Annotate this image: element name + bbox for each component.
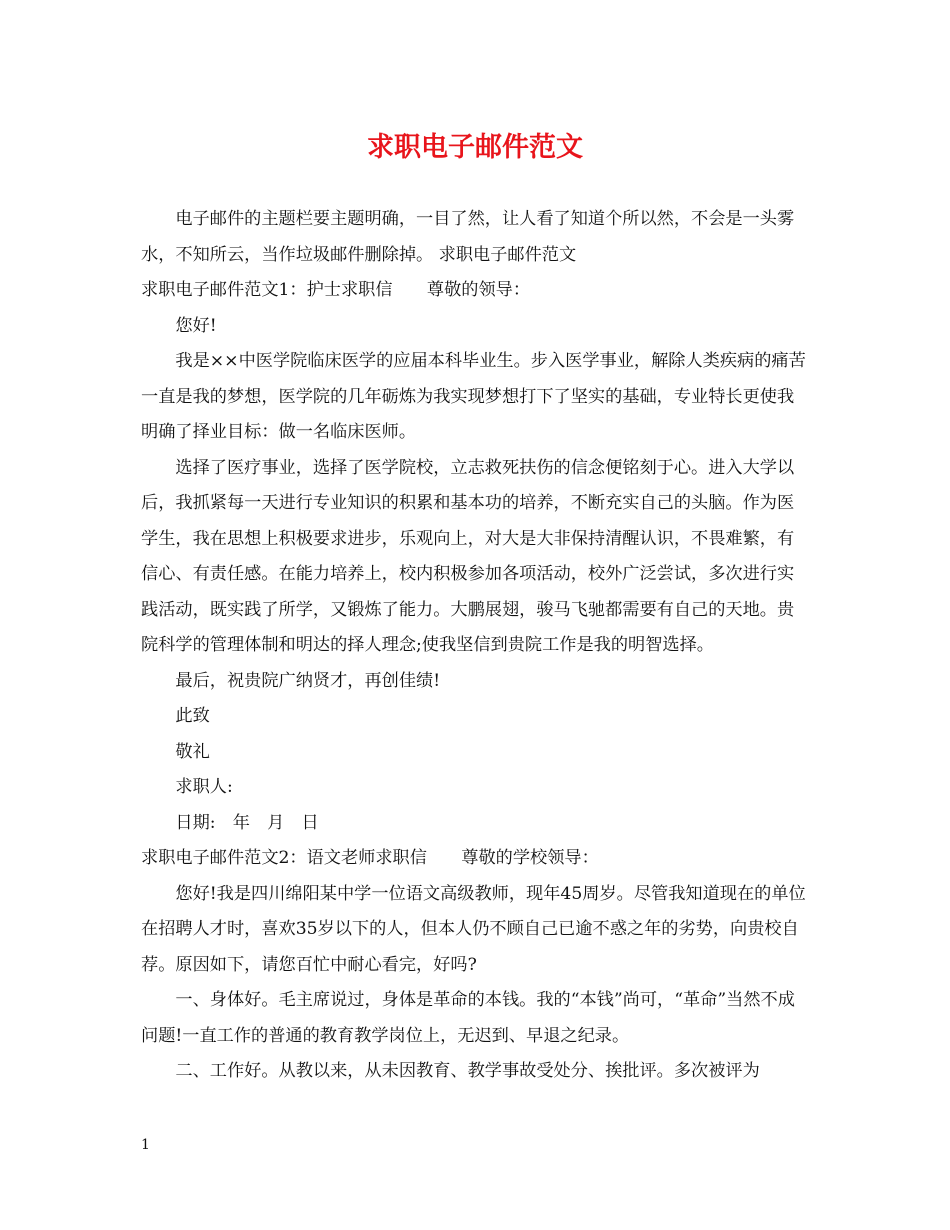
paragraph-cizhi: 此致 (175, 706, 210, 726)
document-body (141, 202, 811, 1090)
page-number: 1 (141, 1137, 150, 1153)
paragraph-jingli: 敬礼 (175, 741, 210, 762)
paragraph-sample2-point-2: 二、工作好。从教以来，从未因教育、教学事故受处分、挨批评。多次被评为 (175, 1061, 760, 1081)
paragraph-sample1-heading: 求职电子邮件范文1：护士求职信 尊敬的领导： (141, 280, 531, 300)
paragraph-closing-wish: 最后，祝贵院广纳贤才，再创佳绩! (175, 670, 441, 691)
paragraph-applicant: 求职人: (175, 777, 233, 797)
paragraph-date: 日期: 年 月 日 (175, 812, 319, 833)
paragraph-intro: 电子邮件的主题栏要主题明确，一目了然，让人看了知道个所以然，不会是一头雾水，不知所云，当作垃圾邮件删除掉。 求职电子邮件范文 (141, 209, 795, 265)
paragraph-sample1-body-2: 选择了医疗事业，选择了医学院校，立志救死扶伤的信念便铭刻于心。进入大学以后，我抓紧每一天进行专业知识的积累和基本功的培养，不断充实自己的头脑。作为医学生，我在思想上积极要求进步，乐观向上，对大是大非保持清醒认识，不畏难繁，有信心、有责任感。在能力培养上，校内积极参加各项活动，校外广泛尝试，多次进行实践活动，既实践了所学，又锻炼了能力。大鹏展翅，骏马飞驰都需要有自己的天地。贵院科学的管理体制和明达的择人理念;使我坚信到贵院工作是我的明智选择。 (141, 457, 795, 655)
paragraph-sample2-heading: 求职电子邮件范文2：语文老师求职信 尊敬的学校领导： (141, 848, 599, 868)
paragraph-sample2-body-1: 您好!我是四川绵阳某中学一位语文高级教师，现年45周岁。尽管我知道现在的单位在招聘人才时，喜欢35岁以下的人，但本人仍不顾自己已逾不惑之年的劣势，向贵校自荐。原因如下，请您百忙中耐心看完，好吗? (141, 883, 806, 975)
paragraph-greeting-1: 您好! (175, 315, 217, 336)
paragraph-sample1-body-1: 我是××中医学院临床医学的应届本科毕业生。步入医学事业，解除人类疾病的痛苦一直是我的梦想，医学院的几年砺炼为我实现梦想打下了坚实的基础，专业特长更使我明确了择业目标：做一名临床医师。 (141, 351, 806, 442)
page-title: 求职电子邮件范文 (367, 132, 583, 163)
paragraph-sample2-point-1: 一、身体好。毛主席说过，身体是革命的本钱。我的“本钱”尚可，“革命”当然不成问题!一直工作的普通的教育教学岗位上，无迟到、早退之纪录。 (141, 990, 795, 1046)
